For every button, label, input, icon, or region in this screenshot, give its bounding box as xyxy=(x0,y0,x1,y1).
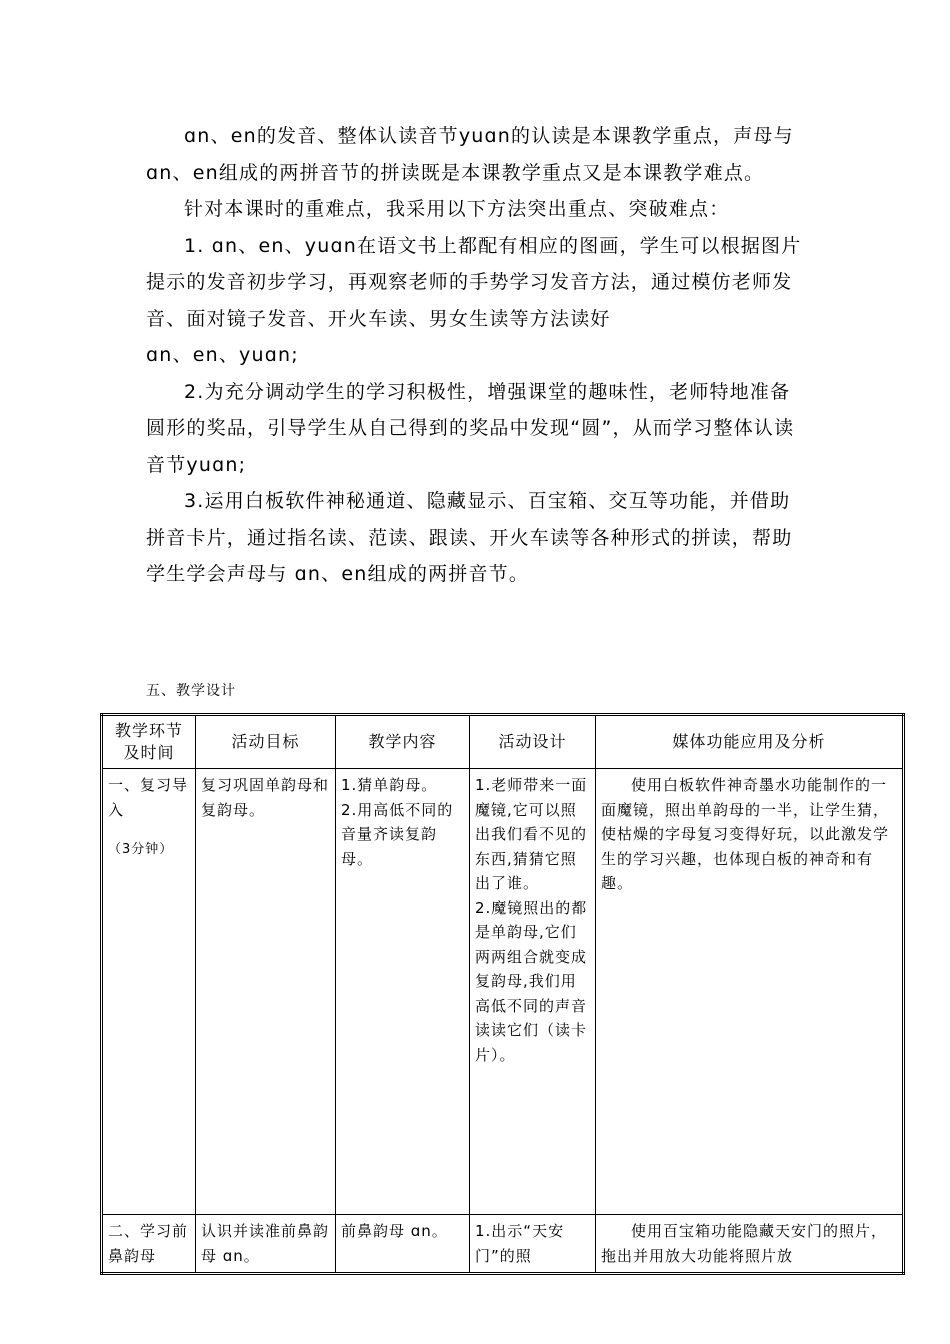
header-content: 教学内容 xyxy=(336,715,470,769)
cell-content xyxy=(336,769,470,1215)
teaching-design-table xyxy=(100,713,905,1275)
cell-goal: 复习巩固单韵母和复韵母。 xyxy=(196,769,336,1215)
activity-item: 1.出示“天安门”的照 xyxy=(475,1222,565,1265)
paragraph-method-1-tail: ɑn、en、yuɑn; xyxy=(146,344,299,366)
activity-item: 1.老师带来一面魔镜,它可以照出我们看不见的东西,猜猜它照出了谁。 xyxy=(475,776,588,892)
header-media: 媒体功能应用及分析 xyxy=(596,715,904,769)
paragraph-method-1: 1. ɑn、en、yuɑn在语文书上都配有相应的图画，学生可以根据图片提示的发音初步学习，再观察老师的手势学习发音方法，通过模仿老师发音、面对镜子发音、开火车读、男女生读等方法读好 xyxy=(146,234,802,330)
activity-item: 2.魔镜照出的都是单韵母,它们两两组合就变成复韵母,我们用高低不同的声音读读它们（读卡片）。 xyxy=(475,898,588,1064)
paragraph-method-2: 2.为充分调动学生的学习积极性，增强课堂的趣味性，老师特地准备圆形的奖品，引导学生从自己得到的奖品中发现“圆”，从而学习整体认读音节yuɑn; xyxy=(146,380,795,476)
content-item: 2.用高低不同的音量齐读复韵母。 xyxy=(341,800,454,868)
cell-media xyxy=(596,1215,904,1274)
header-stage: 教学环节及时间 xyxy=(102,715,196,769)
stage-name: 二、学习前鼻韵母 xyxy=(108,1222,189,1265)
table-row xyxy=(102,1215,904,1274)
paragraph-methods-intro: 针对本课时的重难点，我采用以下方法突出重点、突破难点： xyxy=(184,198,730,220)
table-row xyxy=(102,769,904,1215)
media-analysis: 使用百宝箱功能隐藏天安门的照片，拖出并用放大功能将照片放 xyxy=(601,1222,888,1265)
cell-media xyxy=(596,769,904,1215)
cell-activity xyxy=(470,1215,596,1274)
content-item: 1.猜单韵母。 xyxy=(341,776,438,794)
header-activity: 活动设计 xyxy=(470,715,596,769)
header-goal: 活动目标 xyxy=(196,715,336,769)
stage-time: （3分钟） xyxy=(108,842,174,857)
section-heading: 五、教学设计 xyxy=(146,683,236,699)
cell-stage xyxy=(102,769,196,1215)
cell-content xyxy=(336,1215,470,1274)
paragraph-method-3: 3.运用白板软件神秘通道、隐藏显示、百宝箱、交互等功能，并借助拼音卡片，通过指名读、范读、跟读、开火车读等各种形式的拼读，帮助学生学会声母与 ɑn、en组成的两拼音节。 xyxy=(146,490,793,585)
cell-stage xyxy=(102,1215,196,1274)
cell-activity xyxy=(470,769,596,1215)
content-item: 前鼻韵母 ɑn。 xyxy=(341,1222,448,1240)
body-text xyxy=(146,118,810,593)
cell-goal: 认识并读准前鼻韵母 ɑn。 xyxy=(196,1215,336,1274)
paragraph-key-points: ɑn、en的发音、整体认读音节yuɑn的认读是本课教学重点，声母与 ɑn、en组成的两拼音节的拼读既是本课教学重点又是本课教学难点。 xyxy=(146,125,794,184)
table-header-row xyxy=(102,715,904,769)
stage-name: 一、复习导入 xyxy=(108,776,189,819)
media-analysis: 使用白板软件神奇墨水功能制作的一面魔镜，照出单韵母的一半，让学生猜，使枯燥的字母复习变得好玩，以此激发学生的学习兴趣，也体现白板的神奇和有趣。 xyxy=(601,776,890,892)
